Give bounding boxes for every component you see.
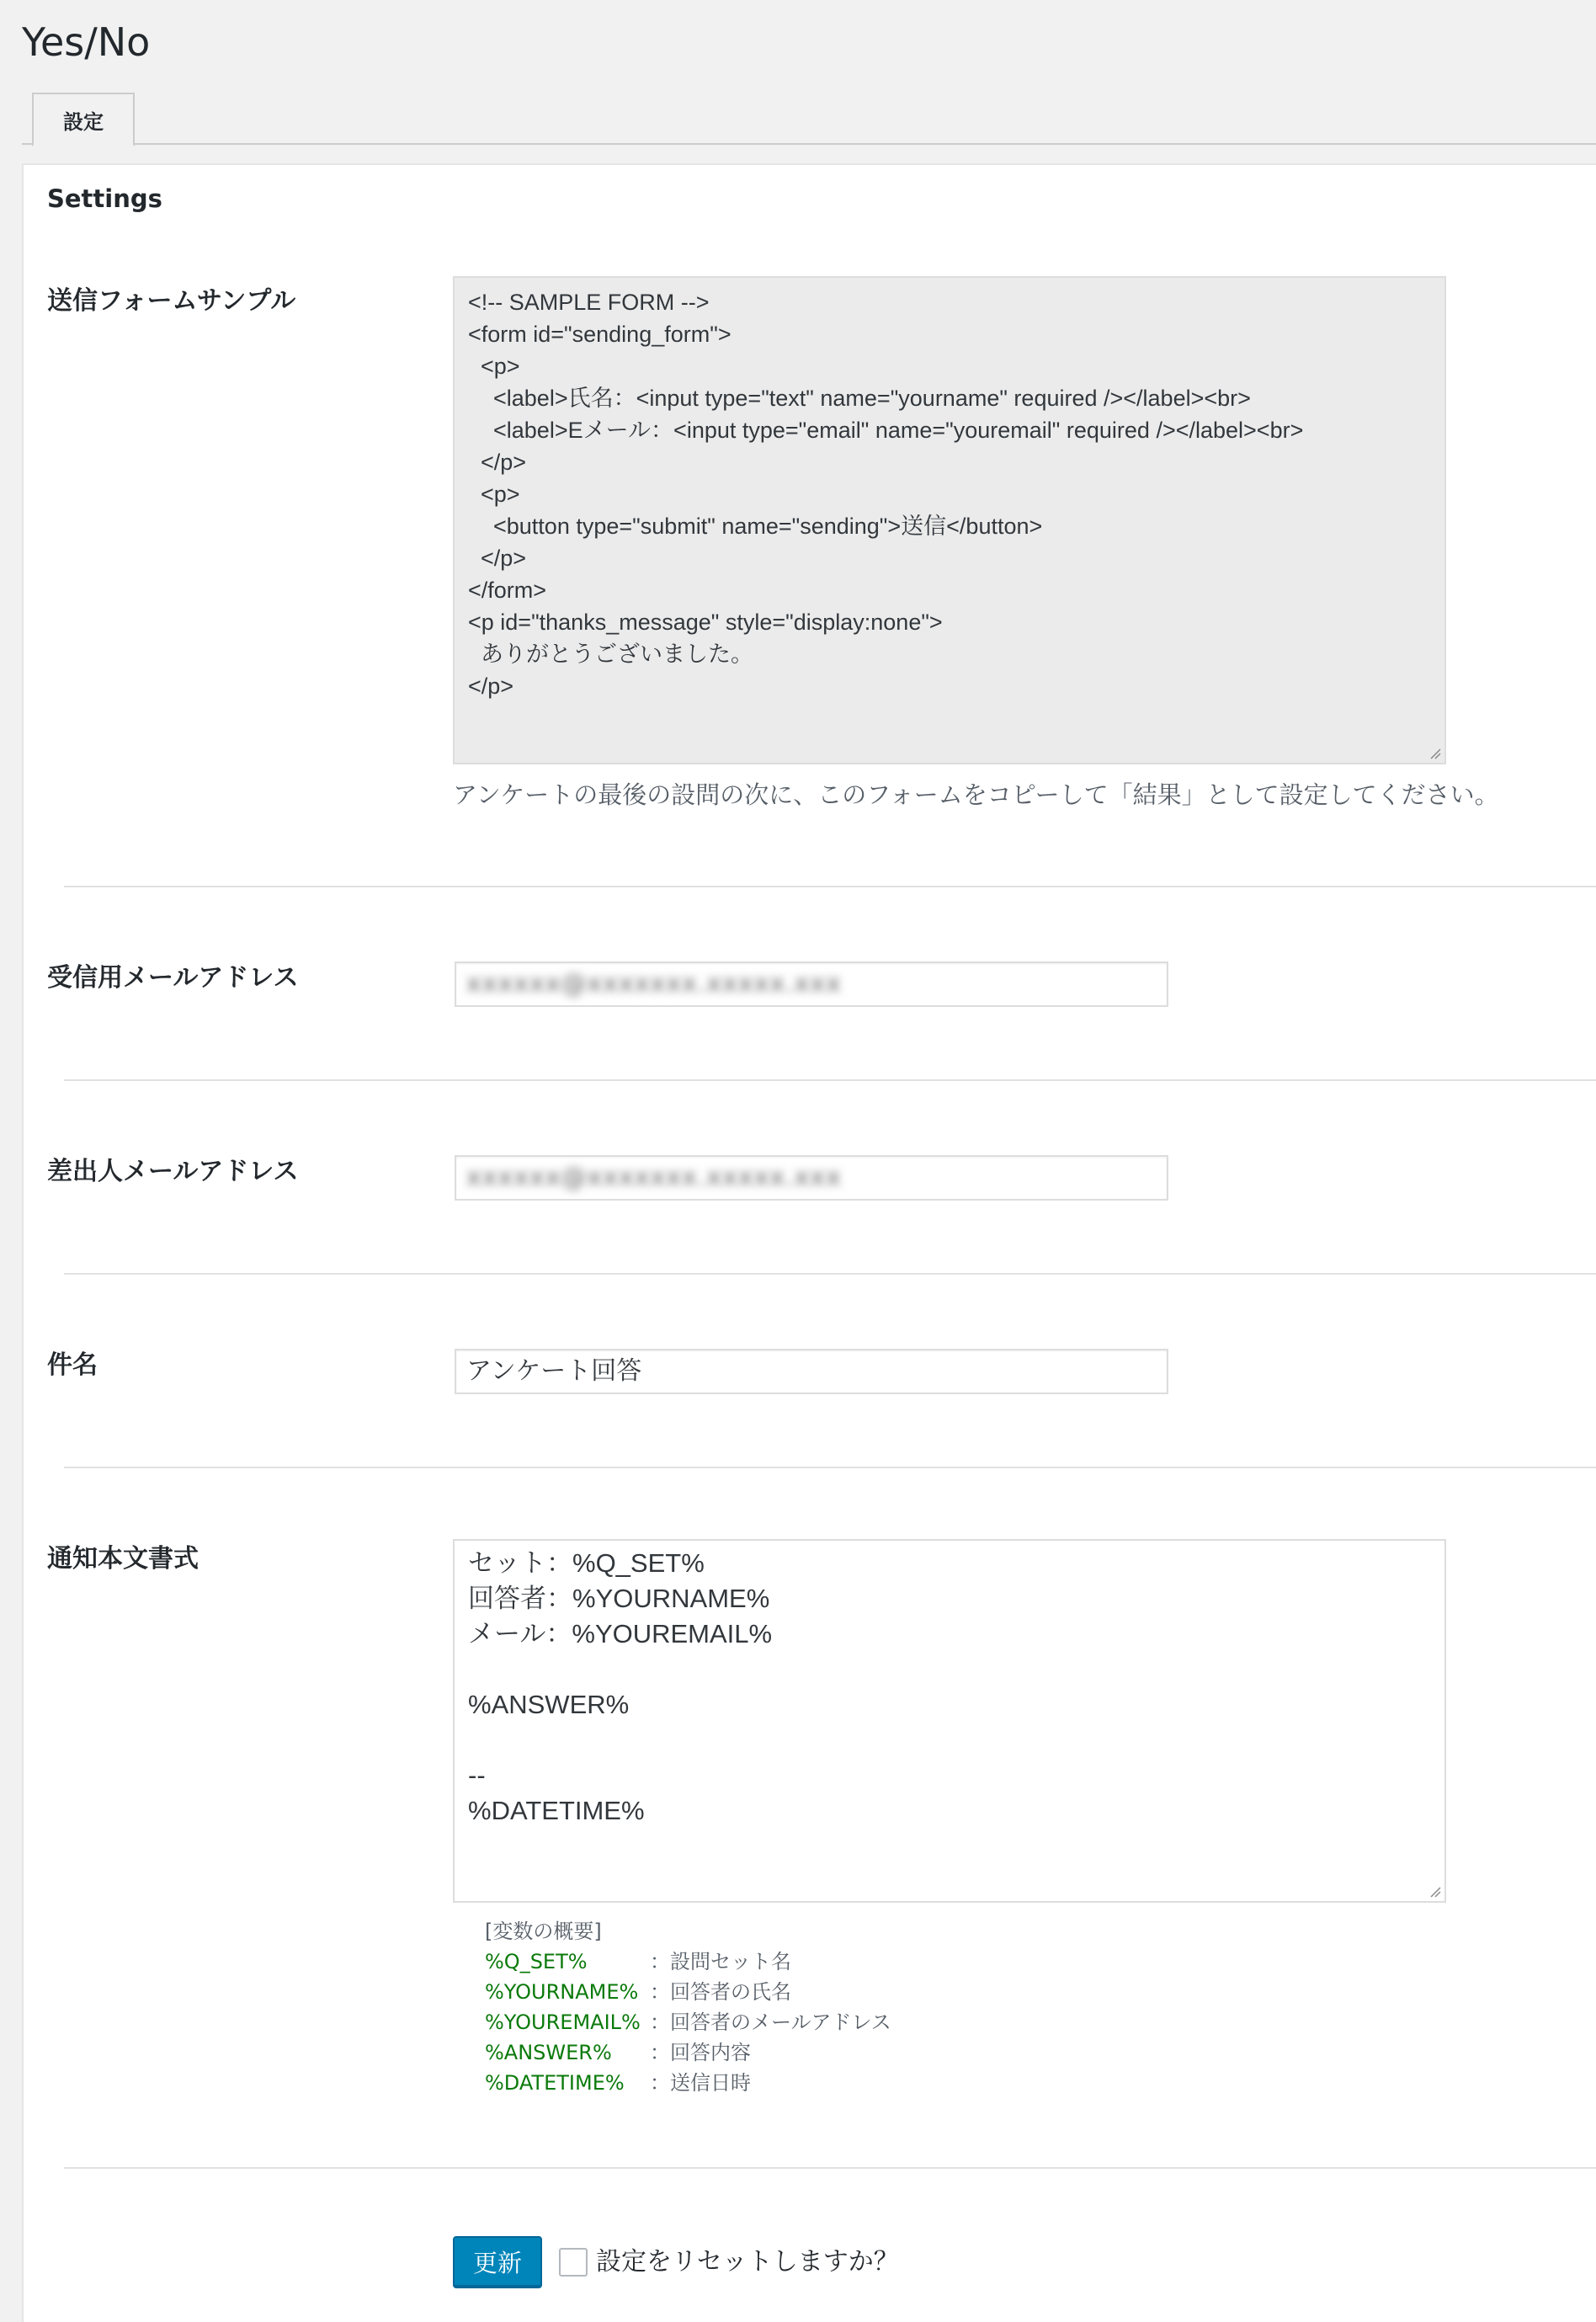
variable-name: %DATETIME% [485,2071,625,2095]
variable-description: ：回答者のメールアドレス [650,2010,891,2034]
sample-form-textarea[interactable]: <!-- SAMPLE FORM --> <form id="sending_form"> <p> <label>氏名：<input type="text" name="yourname" required /></label><br> <label>Eメール：<input type="email" name="youremail" required /></label><br> </p> <p> <button type="submit" name="sending">送信</button> </p> </form> <p id="thanks_message" style="display:none"> ありがとうございました。 </p> [453,276,1446,764]
recipient-email-value: xxxxxx@xxxxxxx.xxxxx.xxx [466,969,842,999]
variable-name: %YOUREMAIL% [485,2010,641,2034]
sender-email-value: xxxxxx@xxxxxxx.xxxxx.xxx [466,1163,842,1192]
variable-row [485,1947,891,1977]
variable-row [485,2037,891,2068]
reset-settings-label[interactable]: 設定をリセットしますか？ [596,2247,899,2277]
variable-row [485,2068,891,2098]
variables-title: [変数の概要] [485,1920,602,1943]
recipient-email-label: 受信用メールアドレス [47,963,299,993]
variable-name: %Q_SET% [485,1950,588,1973]
variable-row [485,1977,891,2007]
resize-handle-icon[interactable] [1429,1886,1441,1898]
subject-field[interactable]: アンケート回答 [455,1349,1168,1394]
sender-email-label: 差出人メールアドレス [47,1157,299,1186]
body-format-textarea[interactable]: セット：%Q_SET% 回答者：%YOURNAME% メール：%YOUREMAIL% %ANSWER% -- %DATETIME% [453,1539,1446,1903]
variable-description: ：回答者の氏名 [650,1980,791,2004]
sample-form-description: アンケートの最後の設問の次に、このフォームをコピーして「結果」として設定してください。 [453,780,1499,809]
variable-description: ：送信日時 [650,2071,751,2095]
variable-name: %YOURNAME% [485,1980,639,2004]
settings-heading: Settings [47,184,162,213]
row-divider [64,886,1596,887]
row-divider [64,1079,1596,1081]
variable-description: ：設問セット名 [650,1950,791,1973]
row-divider [64,2167,1596,2169]
row-divider [64,1467,1596,1468]
variable-name: %ANSWER% [485,2041,612,2064]
row-divider [64,1273,1596,1275]
settings-panel [22,163,1596,2322]
body-format-label: 通知本文書式 [47,1544,199,1574]
sender-email-field[interactable] [455,1155,1168,1201]
variable-row [485,2007,891,2037]
sample-form-label: 送信フォームサンプル [47,286,296,316]
variables-legend [485,1916,891,2098]
variable-description: ：回答内容 [650,2041,751,2064]
tab-settings[interactable]: 設定 [32,93,135,146]
update-button[interactable]: 更新 [453,2236,542,2288]
subject-label: 件名 [47,1350,98,1380]
reset-settings-checkbox[interactable] [559,2248,588,2277]
resize-handle-icon[interactable] [1429,748,1441,759]
tab-bar-divider [22,143,1596,145]
recipient-email-field[interactable] [455,961,1168,1007]
page-title: Yes/No [22,19,151,65]
